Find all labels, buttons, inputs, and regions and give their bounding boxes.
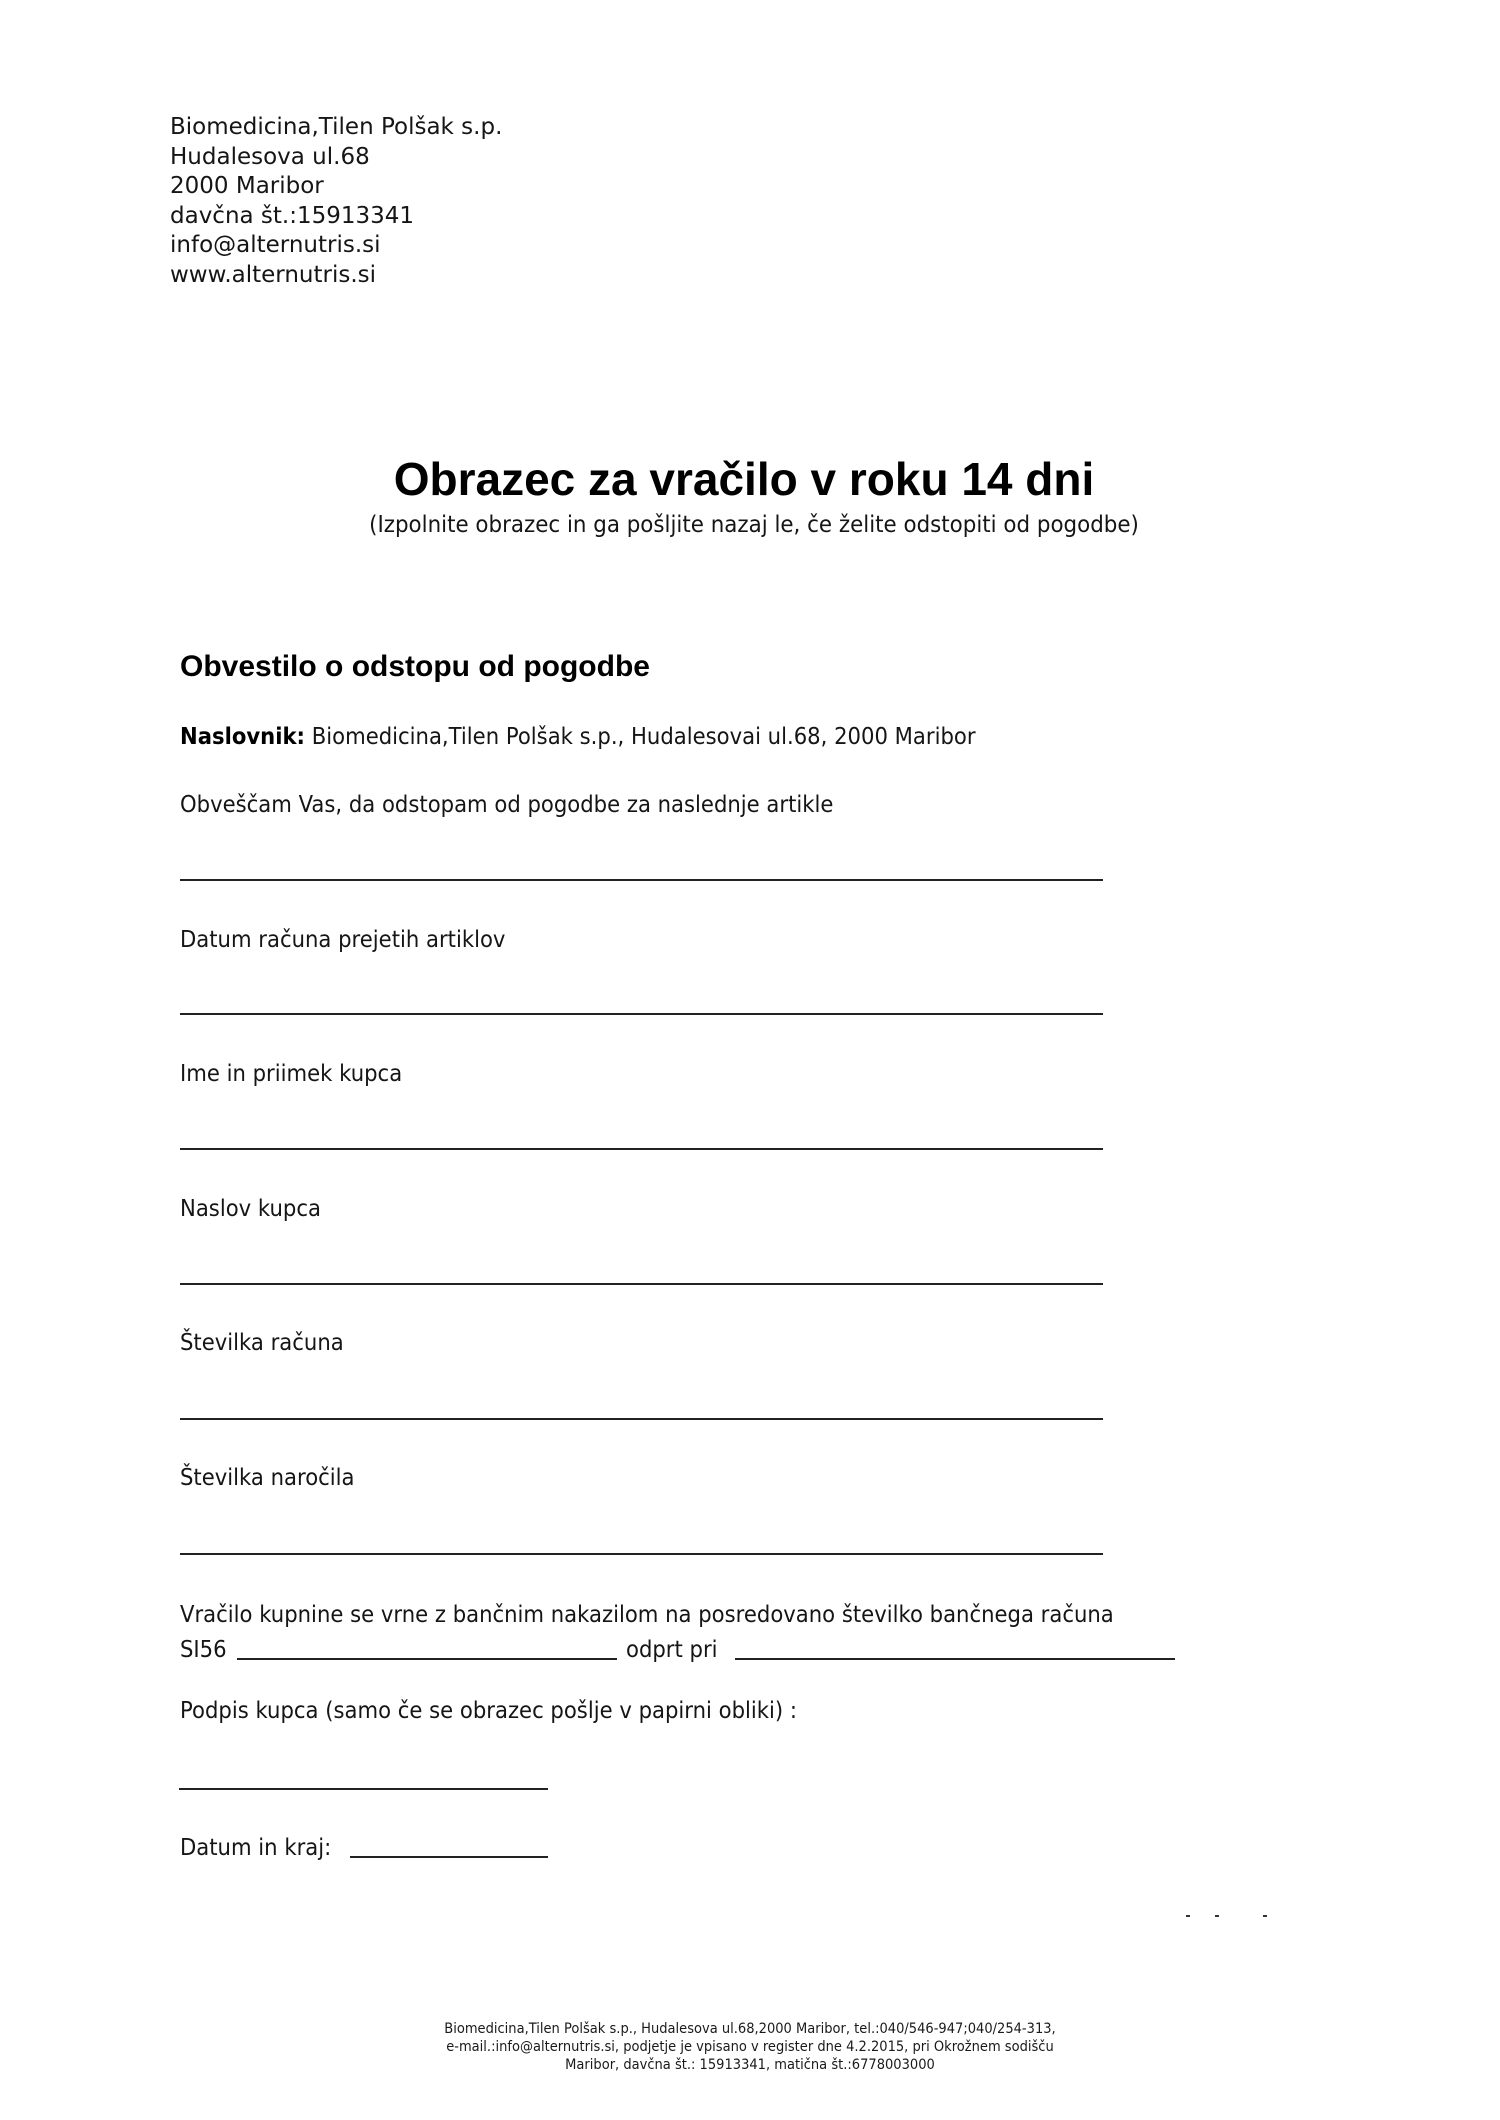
date-place-label: Datum in kraj: xyxy=(180,1835,332,1861)
invoice-number-input-line[interactable] xyxy=(180,1418,1103,1420)
iban-input-line[interactable] xyxy=(237,1658,617,1660)
bank-label: odprt pri xyxy=(626,1637,718,1663)
invoice-date-input-line[interactable] xyxy=(180,1013,1103,1015)
page-footer xyxy=(75,2020,1425,2074)
scan-artifact-dot xyxy=(1263,1915,1267,1917)
signature-input-line[interactable] xyxy=(179,1788,548,1790)
footer-line-3: Maribor, davčna št.: 15913341, matična št.:6778003000 xyxy=(565,2057,935,2073)
page-subtitle: (Izpolnite obrazec in ga pošljite nazaj le, če želite odstopiti od pogodbe) xyxy=(369,512,1139,538)
recipient-label: Naslovnik: xyxy=(180,724,306,750)
section-heading: Obvestilo o odstopu od pogodbe xyxy=(180,650,650,683)
footer-line-2: e-mail.:info@alternutris.si, podjetje je vpisano v register dne 4.2.2015, pri Okrožnem sodišču xyxy=(446,2039,1054,2055)
field-label-invoice-date: Datum računa prejetih artiklov xyxy=(180,927,506,953)
sender-company: Biomedicina,Tilen Polšak s.p. xyxy=(170,114,503,140)
footer-line-1: Biomedicina,Tilen Polšak s.p., Hudalesova ul.68,2000 Maribor, tel.:040/546-947;040/254-313, xyxy=(444,2021,1056,2037)
date-place-input-line[interactable] xyxy=(350,1856,548,1858)
bank-name-input-line[interactable] xyxy=(735,1658,1175,1660)
field-label-order-number: Številka naročila xyxy=(180,1465,355,1491)
sender-city: 2000 Maribor xyxy=(170,173,324,199)
articles-input-line[interactable] xyxy=(180,879,1103,881)
sender-tax-number: davčna št.:15913341 xyxy=(170,202,415,229)
order-number-input-line[interactable] xyxy=(180,1553,1103,1555)
signature-label: Podpis kupca (samo če se obrazec pošlje v papirni obliki) : xyxy=(180,1698,798,1724)
recipient-value: Biomedicina,Tilen Polšak s.p., Hudalesovai ul.68, 2000 Maribor xyxy=(305,724,976,750)
sender-website: www.alternutris.si xyxy=(170,261,377,288)
customer-address-input-line[interactable] xyxy=(180,1283,1103,1285)
field-label-customer-name: Ime in priimek kupca xyxy=(180,1061,403,1087)
customer-name-input-line[interactable] xyxy=(180,1148,1103,1150)
iban-prefix: SI56 xyxy=(180,1637,227,1663)
withdrawal-statement: Obveščam Vas, da odstopam od pogodbe za naslednje artikle xyxy=(180,792,834,818)
scan-artifact-dot xyxy=(1186,1915,1190,1917)
sender-address xyxy=(170,113,502,290)
field-label-customer-address: Naslov kupca xyxy=(180,1196,321,1222)
sender-street: Hudalesova ul.68 xyxy=(170,143,370,170)
recipient-line xyxy=(180,724,976,750)
page-title: Obrazec za vračilo v roku 14 dni xyxy=(393,453,1095,505)
sender-email: info@alternutris.si xyxy=(170,232,381,258)
field-label-invoice-number: Številka računa xyxy=(180,1330,344,1356)
scan-artifact-dot xyxy=(1215,1915,1219,1917)
refund-text: Vračilo kupnine se vrne z bančnim nakazilom na posredovano številko bančnega računa xyxy=(180,1602,1114,1628)
